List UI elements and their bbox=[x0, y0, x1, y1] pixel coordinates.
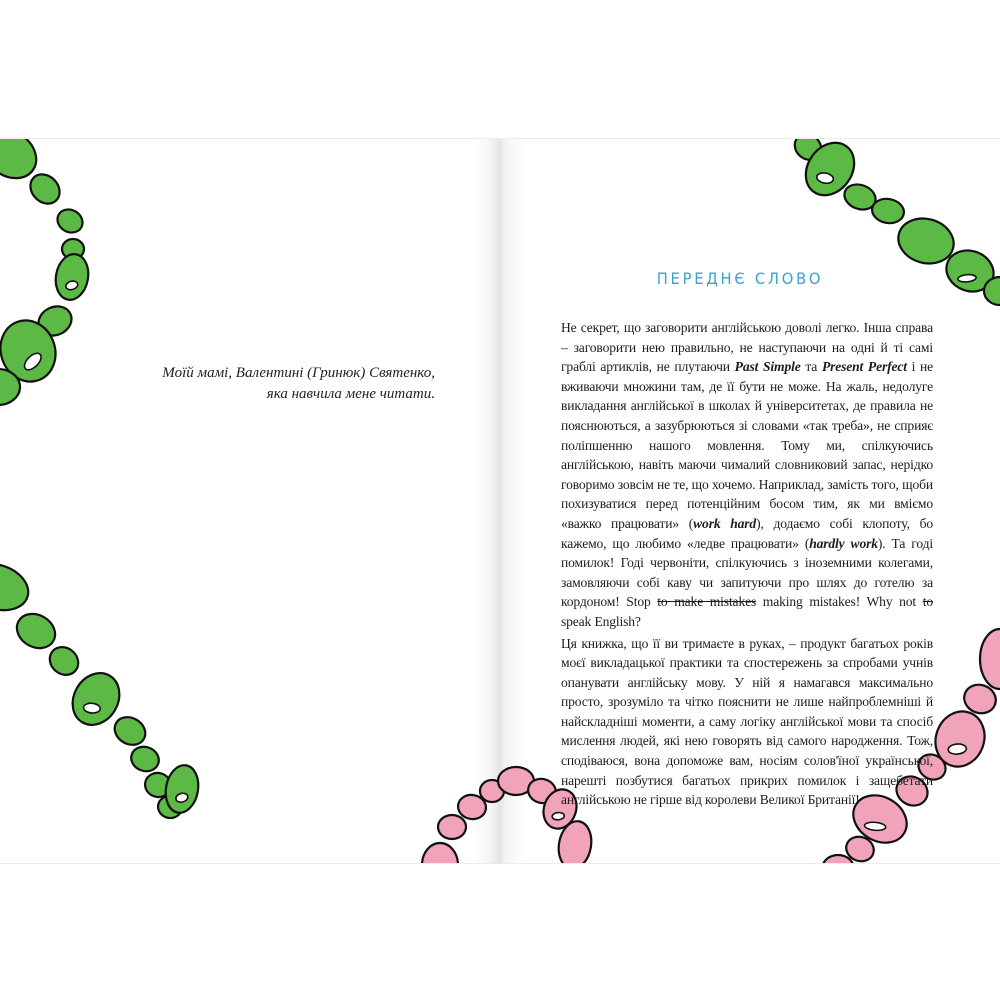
bead-icon bbox=[422, 843, 458, 863]
bead-icon bbox=[0, 556, 34, 618]
bead-icon bbox=[11, 607, 62, 655]
bead-icon bbox=[980, 629, 1000, 689]
struck-word: to bbox=[922, 594, 934, 610]
foreword-paragraph-1 bbox=[561, 318, 933, 632]
bead-icon bbox=[52, 252, 92, 303]
term-present-perfect: Present Perfect bbox=[821, 359, 907, 375]
bead-icon bbox=[128, 743, 163, 775]
foreword-paragraph-2: Ця книжка, що її ви тримаєте в руках, – продукт багатьох років моєї викладацької практики та спостережень за спробами учнів опанувати англійську мову. У ній я намагався максимально просто, зрозуміло та чітко пояснити не лише найпроблемніші й найскладніші моменти, а саму логіку англійської мови та спосіб мислення людей, які нею говорять від самого народження. Тож, сподіваюся, вона допоможе вам, носіям солов'їної української, нарешті позбутися багатьох прикрих помилок і защебетати англійською не гірше від королеви Великої Британії! bbox=[561, 635, 933, 808]
text-run: ). Та годі помилок! Годі червоніти, спілкуючись з іноземними колегами, замовляючи собі каву чи запитуючи про шлях до готелю за кордоном! Stop bbox=[561, 535, 933, 610]
foreword-body bbox=[561, 318, 933, 810]
foreword-title: ПЕРЕДНЄ СЛОВО bbox=[656, 269, 824, 288]
book-spread bbox=[0, 138, 1000, 864]
text-run: та bbox=[800, 359, 822, 375]
text-run: Не секрет, що заговорити англійською доволі легко. Інша справа – заговорити нею правильно, не наступаючи на одні й ті самі граблі артиклів, не плутаючи bbox=[561, 320, 933, 375]
term-work-hard: work hard bbox=[693, 515, 757, 531]
text-run: і не вживаючи множини там, де її бути не може. На жаль, недолуге викладання англійської в школах й університетах, де правила не пояснюються, а зазубрюються зі словами «так треба», не сприяє поліпшенню нашого мовлення. Тому ми, спілкуючись англійською, навіть маючи чималий словниковий запас, нерідко говоримо зовсім не те, що хочемо. Наприклад, замість того, щоби похизуватися перед потенційним босом тим, як ми вміємо «важко працювати» ( bbox=[561, 359, 933, 531]
text-run: making mistakes! Why not bbox=[756, 594, 923, 610]
dedication bbox=[150, 363, 435, 405]
bead-icon bbox=[110, 712, 151, 751]
term-hardly-work: hardly work bbox=[809, 535, 878, 551]
struck-phrase: to make mistakes bbox=[657, 594, 757, 610]
term-past-simple: Past Simple bbox=[734, 359, 801, 375]
bead-icon bbox=[24, 168, 65, 209]
bead-icon bbox=[53, 205, 87, 237]
dedication-line-2: яка навчила мене читати. bbox=[266, 386, 435, 402]
text-run: speak English? bbox=[561, 613, 641, 629]
bead-icon bbox=[438, 815, 466, 839]
dedication-line-1: Моїй мамі, Валентині (Гринюк) Святенко, bbox=[162, 365, 435, 381]
text-run: ), додаємо собі клопоту, бо кажемо, що любимо «ледве працювати» ( bbox=[561, 515, 933, 551]
bead-icon bbox=[44, 641, 84, 680]
